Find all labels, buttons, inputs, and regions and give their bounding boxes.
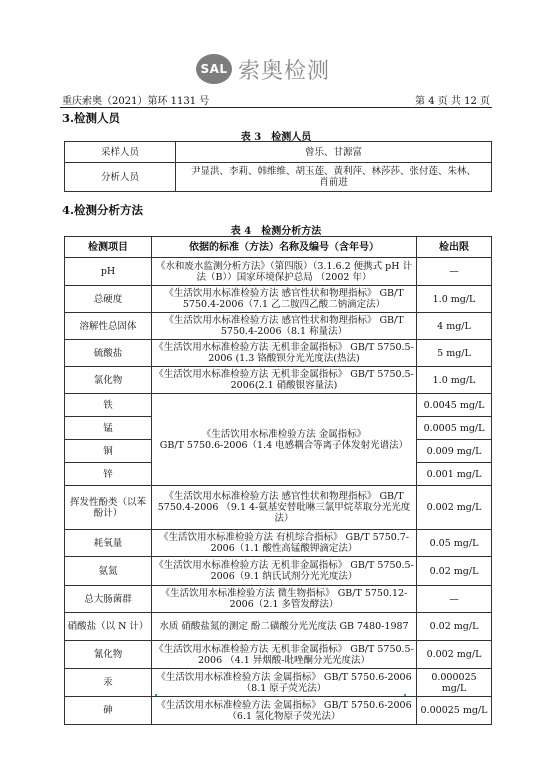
limit-cell: 0.0045 mg/L xyxy=(417,394,492,417)
table-row xyxy=(65,163,492,192)
item-cell: 汞 xyxy=(65,669,152,697)
names-cell: 曾乐、甘源富 xyxy=(176,142,492,163)
item-cell: 总大肠菌群 xyxy=(65,586,152,613)
method-cell: 《生活饮用水标准检验方法 微生物指标》 GB/T 5750.12-2006（2.1 多管发酵法） xyxy=(152,586,417,613)
method-cell: 《生活饮用水标准检验方法 无机非金属指标》 GB/T 5750.5-2006(2.1 硝酸银容量法) xyxy=(152,367,417,394)
table-row xyxy=(65,486,492,530)
item-cell: 铁 xyxy=(65,394,152,417)
table-row xyxy=(65,340,492,367)
limit-cell: 0.009 mg/L xyxy=(417,440,492,463)
limit-cell: 0.000025 mg/L xyxy=(417,669,492,697)
table-3-caption: 表 3 检测人员 xyxy=(240,132,312,143)
role-cell: 分析人员 xyxy=(65,163,176,192)
header-item: 检测项目 xyxy=(65,237,152,258)
table-row xyxy=(65,697,492,725)
item-cell: 砷 xyxy=(65,697,152,725)
method-cell: 《生活饮用水标准检验方法 感官性状和物理指标》 GB/T 5750.4-2006 （9.1 4-氨基安替吡啉三氯甲烷萃取分光光度法） xyxy=(152,486,417,530)
company-logo xyxy=(196,52,330,86)
table-row xyxy=(65,142,492,163)
item-cell: 溶解性总固体 xyxy=(65,313,152,340)
item-cell: 总硬度 xyxy=(65,286,152,313)
logo-badge: SAL xyxy=(196,54,232,84)
names-cell: 尹显洪、李莉、韩维维、胡玉莲、黄利萍、林莎莎、张付莲、朱林、肖前进 xyxy=(176,163,492,192)
section-4-title: 4.检测分析方法 xyxy=(62,203,144,217)
table-row xyxy=(65,641,492,669)
limit-cell: 0.002 mg/L xyxy=(417,641,492,669)
limit-cell: 0.001 mg/L xyxy=(417,463,492,486)
report-number: 重庆索奥（2021）第环 1131 号 xyxy=(62,96,210,107)
method-cell: 《生活饮用水标准检验方法 金属指标》 GB/T 5750.6-2006（6.1 氢化物原子荧光法） xyxy=(152,697,417,725)
header-divider xyxy=(60,107,492,108)
table-row xyxy=(65,367,492,394)
table-4-caption: 表 4 检测分析方法 xyxy=(230,226,322,237)
table-row xyxy=(65,530,492,557)
metals-method-cell xyxy=(152,394,417,486)
table-row xyxy=(65,613,492,641)
method-cell: 《水和废水监测分析方法》（第四版）（3.1.6.2 便携式 pH 计法（B））国家环境保护总局 （2002 年） xyxy=(152,258,417,286)
item-cell: 硫酸盐 xyxy=(65,340,152,367)
limit-cell: — xyxy=(417,586,492,613)
table-row xyxy=(65,313,492,340)
item-cell: 氯化物 xyxy=(65,367,152,394)
limit-cell: 0.002 mg/L xyxy=(417,486,492,530)
section-3-title: 3.检测人员 xyxy=(62,111,121,125)
item-cell: 挥发性酚类（以苯酚计） xyxy=(65,486,152,530)
method-cell: 《生活饮用水标准检验方法 金属指标》 GB/T 5750.6-2006（8.1 原子荧光法） xyxy=(152,669,417,697)
table-header-row xyxy=(65,237,492,258)
table-row xyxy=(65,394,492,417)
table-row xyxy=(65,286,492,313)
table-row xyxy=(65,669,492,697)
scan-speck xyxy=(155,694,157,696)
limit-cell: 0.02 mg/L xyxy=(417,613,492,641)
metals-method-line2: GB/T 5750.6-2006（1.4 电感耦合等离子体发射光谱法） xyxy=(159,439,409,451)
limit-cell: 0.0005 mg/L xyxy=(417,417,492,440)
limit-cell: 0.02 mg/L xyxy=(417,557,492,586)
method-cell: 《生活饮用水标准检验方法 感官性状和物理指标》 GB/T 5750.4-2006（7.1 乙二胺四乙酸二钠滴定法） xyxy=(152,286,417,313)
personnel-table xyxy=(64,141,492,192)
method-cell: 《生活饮用水标准检验方法 有机综合指标》 GB/T 5750.7-2006（1.1 酸性高锰酸钾滴定法） xyxy=(152,530,417,557)
item-cell: pH xyxy=(65,258,152,286)
header-method: 依据的标准（方法）名称及编号（含年号） xyxy=(152,237,417,258)
methods-table xyxy=(64,236,492,725)
table-row xyxy=(65,586,492,613)
limit-cell: 1.0 mg/L xyxy=(417,367,492,394)
metals-method-line1: 《生活饮用水标准检验方法 金属指标》 xyxy=(201,428,367,440)
limit-cell: 0.00025 mg/L xyxy=(417,697,492,725)
item-cell: 锌 xyxy=(65,463,152,486)
item-cell: 硝酸盐（以 N 计） xyxy=(65,613,152,641)
item-cell: 耗氧量 xyxy=(65,530,152,557)
method-cell: 《生活饮用水标准检验方法 无机非金属指标》 GB/T 5750.5-2006 （4.1 异烟酸-吡唑酮分光光度法） xyxy=(152,641,417,669)
role-cell: 采样人员 xyxy=(65,142,176,163)
method-cell: 水质 硝酸盐氮的测定 酚二磺酸分光光度法 GB 7480-1987 xyxy=(152,613,417,641)
item-cell: 氨氮 xyxy=(65,557,152,586)
limit-cell: 1.0 mg/L xyxy=(417,286,492,313)
limit-cell: 5 mg/L xyxy=(417,340,492,367)
item-cell: 铜 xyxy=(65,440,152,463)
table-row xyxy=(65,557,492,586)
item-cell: 氰化物 xyxy=(65,641,152,669)
method-cell: 《生活饮用水标准检验方法 无机非金属指标》 GB/T 5750.5-2006 (1.3 铬酸钡分光光度法(热法) xyxy=(152,340,417,367)
limit-cell: — xyxy=(417,258,492,286)
table-row xyxy=(65,258,492,286)
method-cell: 《生活饮用水标准检验方法 感官性状和物理指标》 GB/T 5750.4-2006（8.1 称量法） xyxy=(152,313,417,340)
item-cell: 锰 xyxy=(65,417,152,440)
limit-cell: 0.05 mg/L xyxy=(417,530,492,557)
logo-text: 索奥检测 xyxy=(238,58,331,84)
method-cell: 《生活饮用水标准检验方法 无机非金属指标》 GB/T 5750.5-2006（9.1 纳氏试剂分光光度法） xyxy=(152,557,417,586)
limit-cell: 4 mg/L xyxy=(417,313,492,340)
scan-speck xyxy=(404,694,406,696)
page-number: 第 4 页 共 12 页 xyxy=(415,96,490,107)
header-limit: 检出限 xyxy=(417,237,492,258)
